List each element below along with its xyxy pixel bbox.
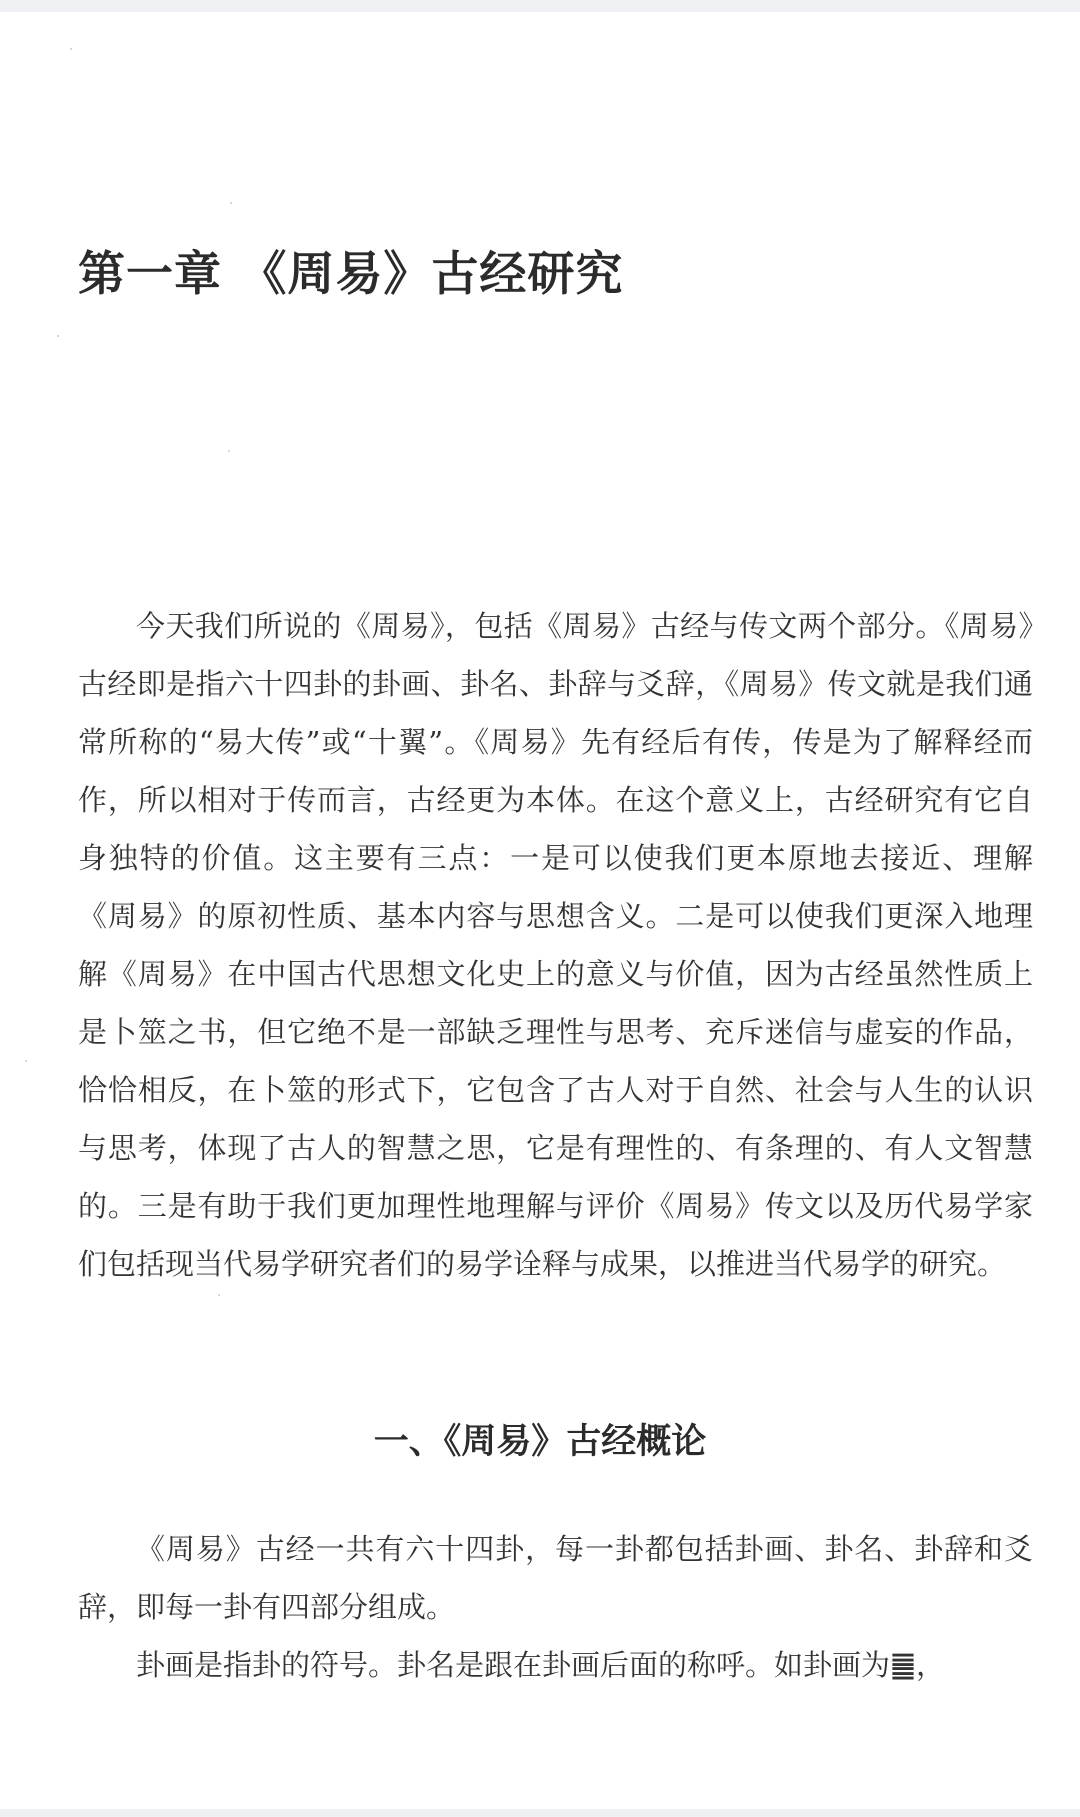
section-paragraph-2: 卦画是指卦的符号。卦名是跟在卦画后面的称呼。如卦画为䷀，	[136, 1648, 945, 1682]
intro-paragraph: 今天我们所说的《周易》，包括《周易》古经与传文两个部分。《周易》古经即是指六十四卦的卦画、卦名、卦辞与爻辞，《周易》传文就是我们通常所称的“易大传”或“十翼”。《周易》先有经后有传，传是为了解释经而作，所以相对于传而言，古经更为本体。在这个意义上，古经研究有它自身独特的价值。这主要有三点：一是可以使我们更本原地去接近、理解《周易》的原初性质、基本内容与思想含义。二是可以使我们更深入地理解《周易》在中国古代思想文化史上的意义与价值，因为古经虽然性质上是卜筮之书，但它绝不是一部缺乏理性与思考、充斥迷信与虚妄的作品，恰恰相反，在卜筮的形式下，它包含了古人对于自然、社会与人生的认识与思考，体现了古人的智慧之思，它是有理性的、有条理的、有人文智慧的。三是有助于我们更加理性地理解与评价《周易》传文以及历代易学家们包括现当代易学研究者们的易学诠释与成果，以推进当代易学的研究。	[78, 609, 1033, 1281]
scan-speck	[218, 1294, 220, 1296]
scan-speck	[70, 48, 72, 50]
bottom-edge-strip	[0, 1809, 1080, 1817]
scan-speck	[25, 1060, 27, 1062]
chapter-title: 第一章 《周易》古经研究	[78, 247, 624, 302]
section-title: 一、《周易》古经概论	[373, 1421, 707, 1462]
top-edge-strip	[0, 0, 1080, 12]
scan-speck	[230, 202, 232, 204]
scan-speck	[228, 450, 230, 452]
scan-speck	[57, 335, 59, 337]
book-page	[0, 12, 1080, 1809]
section-paragraph-1: 《周易》古经一共有六十四卦，每一卦都包括卦画、卦名、卦辞和爻辞，即每一卦有四部分组成。	[78, 1532, 1033, 1624]
